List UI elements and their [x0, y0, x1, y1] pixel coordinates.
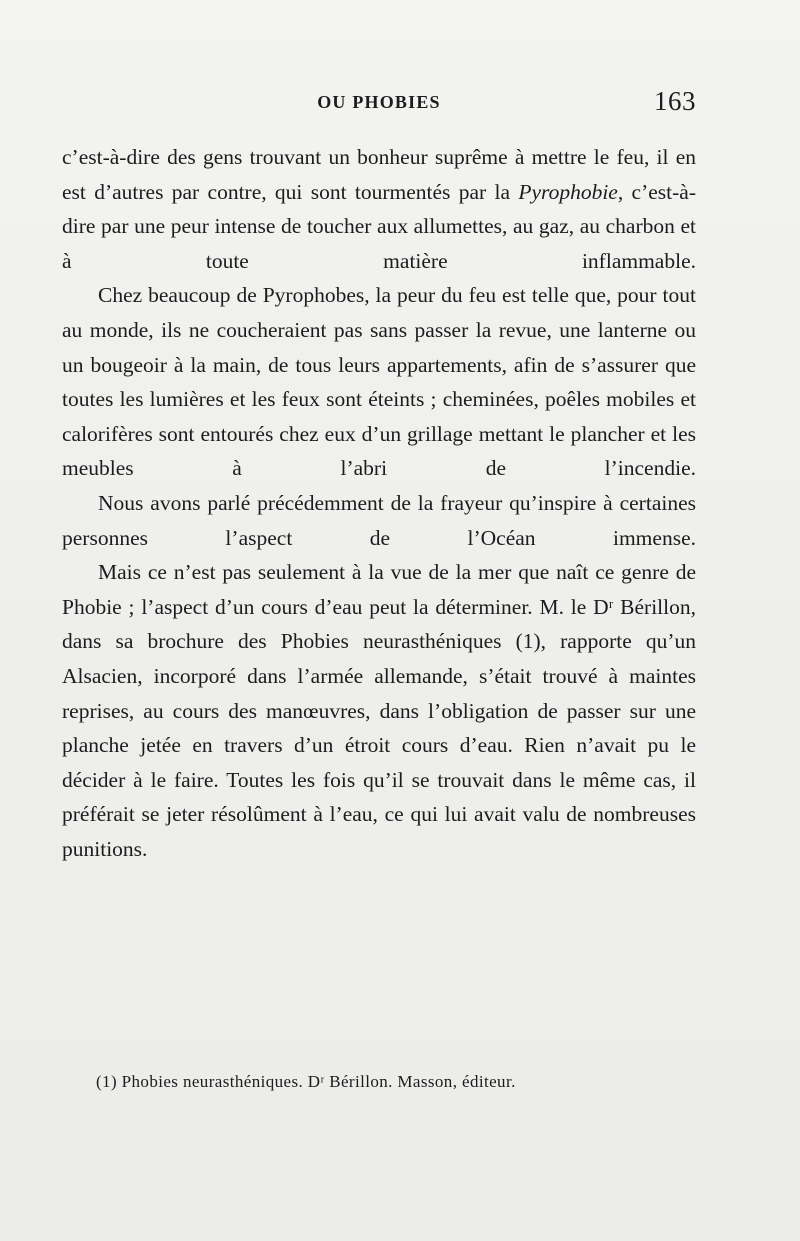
page-number: 163 — [654, 86, 696, 116]
paragraph-1-start: c’est-à-dire des gens trouvant un bonheur suprême à mettre le feu, il en est d’autres par contre, qui sont tourmentés par la — [62, 145, 696, 204]
paragraph-4: Mais ce n’est pas seulement à la vue de la mer que naît ce genre de Phobie ; l’aspect d’un cours d’eau peut la déterminer. M. le Dʳ Bérillon, dans sa brochure des Phobies neurasthéniques (1), rapporte qu’un Alsacien, incorporé dans l’armée allemande, s’était trouvé à maintes reprises, au cours des manœuvres, dans l’obligation de passer sur une planche jetée en travers d’un étroit cours d’eau. Rien n’avait pu le décider à le faire. Toutes les fois qu’il se trouvait dans le même cas, il préférait se jeter résolûment à l’eau, ce qui lui avait valu de nombreuses punitions. — [62, 560, 696, 861]
page-header — [62, 86, 696, 120]
paragraph-2: Chez beaucoup de Pyrophobes, la peur du feu est telle que, pour tout au monde, ils ne coucheraient pas sans passer la revue, une lanterne ou un bougeoir à la main, de tous leurs appartements, afin de s’assurer que toutes les lumières et les feux sont éteints ; cheminées, poêles mobiles et calorifères sont entourés chez eux d’un grillage mettant le plancher et les meubles à l’abri de l’incendie. — [62, 283, 696, 481]
body-text — [62, 140, 696, 866]
running-title: OU PHOBIES — [317, 92, 441, 112]
paragraph-1 — [62, 140, 696, 278]
paragraph-3: Nous avons parlé précédemment de la frayeur qu’inspire à certaines personnes l’aspect de l’Océan immense. — [62, 490, 696, 550]
italic-term-pyrophobie: Pyrophobie — [518, 179, 618, 204]
footnote: (1) Phobies neurasthéniques. Dʳ Bérillon. Masson, éditeur. — [96, 1072, 516, 1091]
paragraph-1-end: , c’est-à-dire par une peur intense de toucher aux allumettes, au gaz, au charbon et à toute matière inflammable. — [62, 179, 696, 273]
